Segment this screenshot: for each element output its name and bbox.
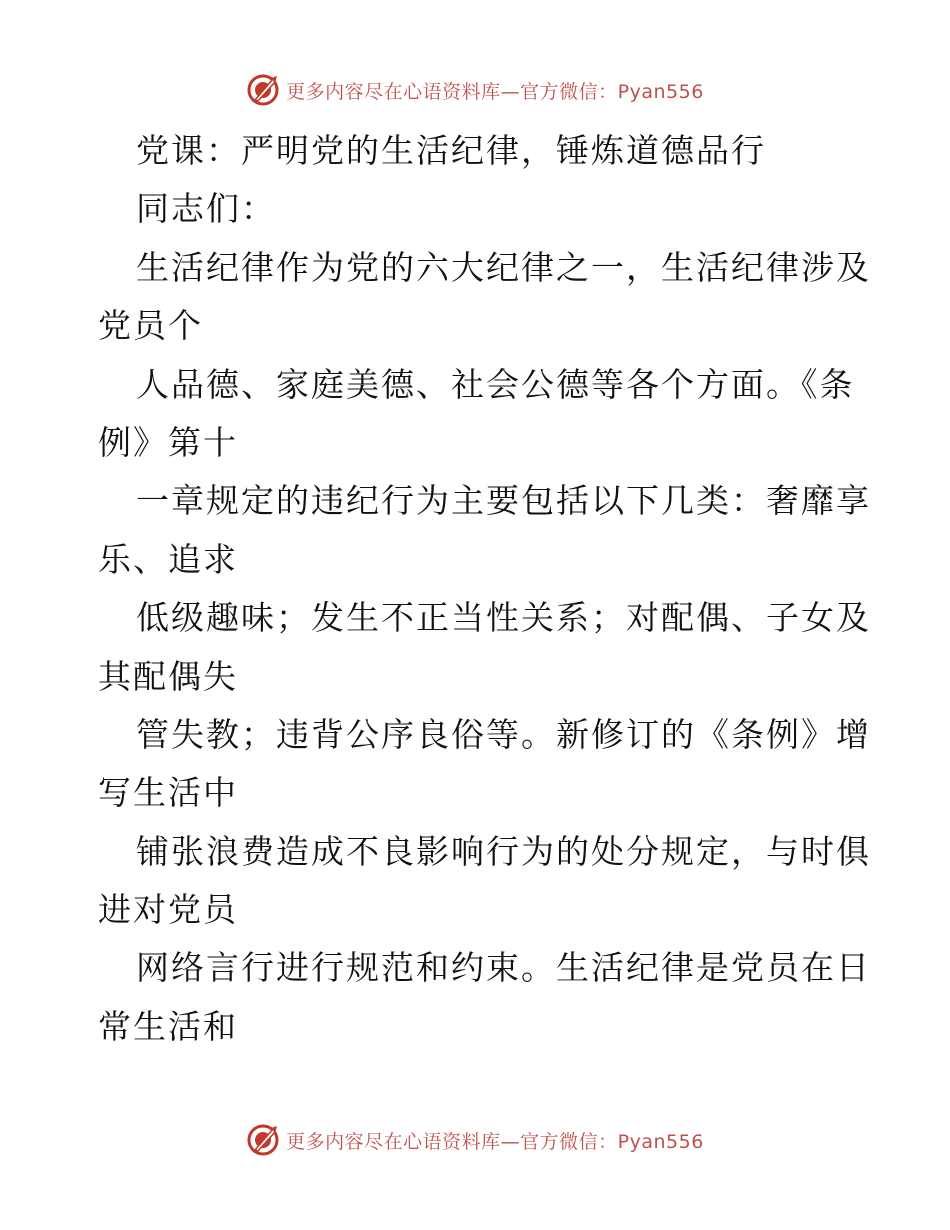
text-line: 进对党员 — [98, 890, 238, 930]
quill-seal-icon — [246, 73, 280, 107]
text-line: 铺张浪费造成不良影响行为的处分规定，与时俱 — [136, 831, 871, 871]
salutation: 同志们： — [136, 189, 276, 229]
text-line: 一章规定的违纪行为主要包括以下几类：奢靡享 — [136, 481, 871, 521]
text-line: 党员个 — [98, 306, 203, 346]
text-line: 管失教；违背公序良俗等。新修订的《条例》增 — [136, 714, 871, 754]
text-line: 其配偶失 — [98, 656, 238, 696]
text-line: 网络言行进行规范和约束。生活纪律是党员在日 — [136, 948, 871, 988]
banner-text: 更多内容尽在心语资料库—官方微信：Pyan556 — [286, 1130, 704, 1153]
text-line: 人品德、家庭美德、社会公德等各个方面。《条 — [136, 364, 855, 404]
text-line: 乐、追求 — [98, 539, 238, 579]
text-line: 常生活和 — [98, 1006, 238, 1046]
banner-text: 更多内容尽在心语资料库—官方微信：Pyan556 — [286, 80, 704, 103]
quill-seal-icon — [246, 1123, 280, 1157]
text-line: 生活纪律作为党的六大纪律之一，生活纪律涉及 — [136, 247, 871, 287]
text-line: 低级趣味；发生不正当性关系；对配偶、子女及 — [136, 598, 871, 638]
text-line: 例》第十 — [98, 422, 238, 462]
footer-banner — [0, 1120, 950, 1160]
header-banner — [0, 70, 950, 110]
document-title: 党课：严明党的生活纪律，锤炼道德品行 — [136, 131, 766, 170]
text-line: 写生活中 — [98, 773, 238, 813]
document-body — [98, 122, 871, 1056]
